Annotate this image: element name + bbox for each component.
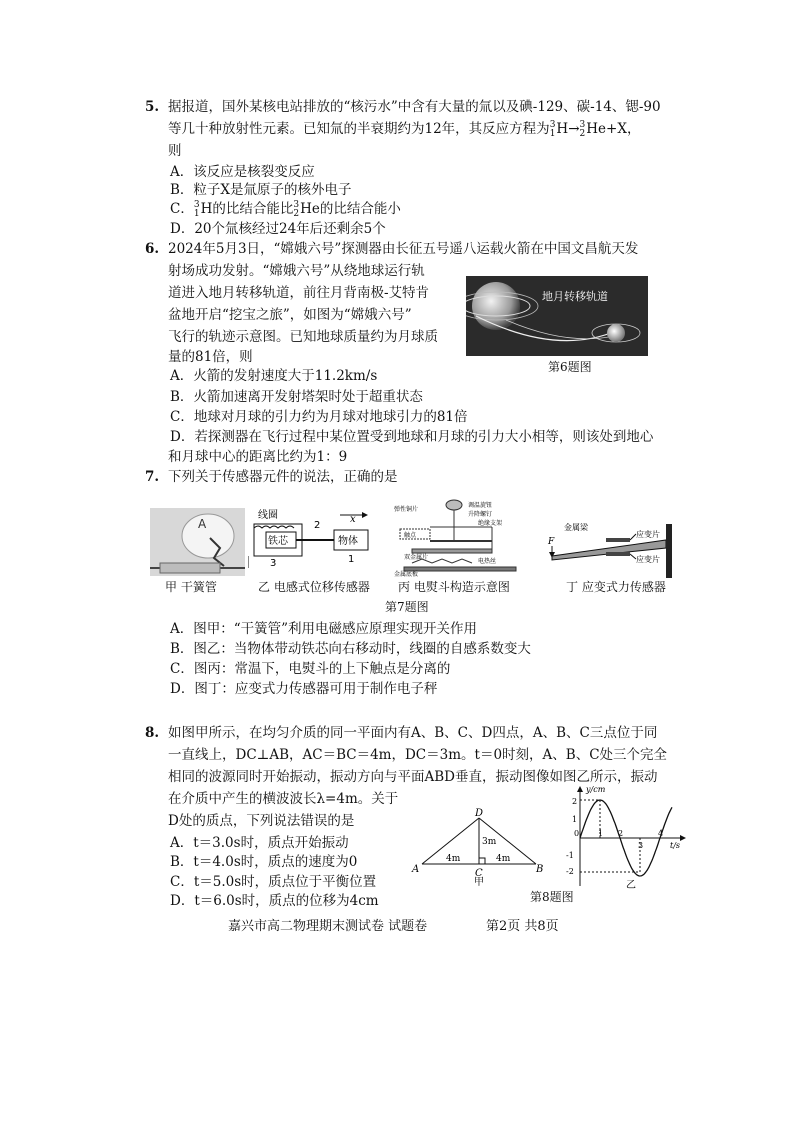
inductive-sensor-figure [248,506,373,574]
q5-number: 5. [145,99,160,115]
svg-text:2: 2 [572,797,578,806]
fig7-bing-caption: 丙 电熨斗构造示意图 [398,580,510,594]
svg-text:触点: 触点 [404,532,417,539]
q8-option-d: D．t＝6.0s时，质点的位移为4cm [170,893,379,909]
q7-option-c: C．图丙：常温下，电熨斗的上下触点是分离的 [170,661,451,677]
svg-text:4m: 4m [496,854,511,864]
q6-line4: 盆地开启“挖宝之旅”，如图为“嫦娥六号” [168,307,412,323]
q7-option-b: B．图乙：当物体带动铁芯向右移动时，线圈的自感系数变大 [170,641,531,657]
svg-text:4: 4 [658,829,664,838]
q6-option-c: C．地球对月球的引力约为月球对地球引力的81倍 [170,409,468,425]
q7-option-a: A．图甲：“干簧管”利用电磁感应原理实现开关作用 [170,621,478,637]
svg-text:A: A [198,517,207,531]
page-number: 第2页 共8页 [486,919,559,934]
moon-icon [607,324,625,342]
svg-text:甲: 甲 [474,877,484,886]
q6-number: 6. [145,241,160,257]
q8-option-b: B．t＝4.0s时，质点的速度为0 [170,854,358,870]
svg-text:铁芯: 铁芯 [268,536,288,547]
svg-text:1: 1 [572,815,578,824]
svg-text:3: 3 [638,841,644,850]
svg-text:调温旋钮: 调温旋钮 [468,502,493,509]
q5-option-b: B．粒子X是氚原子的核外电子 [170,182,352,198]
earth-moon-transfer-figure [466,276,648,356]
point-a: A [412,864,420,875]
q6-line5: 飞行的轨迹示意图。已知地球质量约为月球质 [168,329,438,345]
svg-text:2: 2 [618,829,624,838]
q5-option-a: A．该反应是核裂变反应 [170,164,315,180]
svg-text:绝缘支架: 绝缘支架 [478,520,503,527]
q6-line1: 2024年5月3日，“嫦娥六号”探测器由长征五号遥八运载火箭在中国文昌航天发 [168,241,639,257]
q8-line1: 如图甲所示，在均匀介质的同一平面内有A、B、C、D四点，A、B、C三点位于同 [168,725,658,741]
q5-option-c: C．3 1H的比结合能比3 2He的比结合能小 [170,199,401,219]
svg-text:1: 1 [598,829,604,838]
svg-text:双金属片: 双金属片 [404,554,429,561]
svg-text:金属底板: 金属底板 [394,571,419,577]
svg-text:应变片: 应变片 [636,530,660,539]
q8-option-a: A．t＝3.0s时，质点开始振动 [170,835,349,851]
svg-text:3m: 3m [482,837,497,847]
fig7-jia-caption: 甲 干簧管 [165,580,217,594]
q6-line6: 量的81倍，则 [168,349,253,365]
footer-title: 嘉兴市高二物理期末测试卷 试题卷 [228,919,428,934]
q5-line2: 等几十种放射性元素。已知氚的半衰期约为12年，其反应方程为3 1H→3 2He+X， [168,119,641,139]
reed-switch-figure [150,508,245,576]
svg-text:t/s: t/s [670,841,681,850]
q6-option-d-cont: 和月球中心的距离比约为1：9 [168,449,348,465]
q8-line4: 在介质中产生的横波波长λ=4m。关于 [168,791,399,807]
q5-line2-text: 等几十种放射性元素。已知氚的半衰期约为12年，其反应方程为 [168,121,550,137]
transfer-orbit-label: 地月转移轨道 [542,290,608,303]
point-c: C [475,868,483,879]
q8-line5: D处的质点，下列说法错误的是 [168,813,355,829]
svg-text:电热丝: 电热丝 [478,558,497,565]
vibration-graph [566,782,686,890]
svg-text:-1: -1 [566,851,574,860]
svg-text:F: F [548,537,555,547]
svg-text:弹性铜片: 弹性铜片 [394,506,419,513]
svg-text:y/cm: y/cm [586,785,606,794]
q5-line1: 据报道，国外某核电站排放的“核污水”中含有大量的氚以及碘-129、碳-14、锶-90 [168,99,661,115]
q6-line3: 道进入地月转移轨道，前往月背南极-艾特肯 [168,285,430,301]
triangle-figure [408,808,548,886]
q6-option-d: D．若探测器在飞行过程中某位置受到地球和月球的引力大小相等，则该处到地心 [170,429,654,445]
fig7-ding-caption: 丁 应变式力传感器 [566,580,666,594]
q5-option-d: D．20个氚核经过24年后还剩余5个 [170,221,386,237]
q6-option-b: B．火箭加速离开发射塔架时处于超重状态 [170,389,423,405]
svg-text:x: x [350,514,356,525]
fig6-caption: 第6题图 [548,360,592,374]
he-nuclide: 3 2 [579,119,586,139]
fig8-caption: 第8题图 [530,890,574,904]
q7-number: 7. [145,469,160,485]
svg-text:升降螺钉: 升降螺钉 [468,511,493,518]
q6-line2: 射场成功发射。“嫦娥六号”从绕地球运行轨 [168,263,425,279]
svg-text:0: 0 [574,829,580,838]
strain-gauge-figure [546,520,681,580]
q8-line3: 相同的波源同时开始振动，振动方向与平面ABD垂直，振动图像如图乙所示，振动 [168,769,658,785]
fig7-yi-caption: 乙 电感式位移传感器 [258,580,370,594]
electric-iron-figure [392,497,527,577]
h-nuclide: 3 1 [549,119,556,139]
svg-text:3: 3 [270,558,277,569]
svg-text:物体: 物体 [338,536,358,547]
svg-text:1: 1 [348,554,355,565]
svg-text:金属梁: 金属梁 [564,523,588,532]
fig7-caption: 第7题图 [385,600,429,614]
q5-line3: 则 [168,143,182,159]
svg-text:乙: 乙 [626,880,636,890]
q8-option-c: C．t＝5.0s时，质点位于平衡位置 [170,874,377,890]
svg-text:2: 2 [314,520,321,531]
svg-text:-2: -2 [566,867,574,876]
q7-line1: 下列关于传感器元件的说法，正确的是 [168,469,398,485]
point-d: D [475,808,484,819]
svg-text:4m: 4m [446,854,461,864]
q6-option-a: A．火箭的发射速度大于11.2km/s [170,368,378,384]
q8-line2: 一直线上，DC⊥AB，AC＝BC＝4m，DC＝3m。t＝0时刻，A、B、C处三个完全 [168,747,668,763]
svg-text:线圈: 线圈 [258,510,278,521]
point-b: B [536,864,544,875]
svg-text:应变片: 应变片 [636,555,660,564]
q7-option-d: D．图丁：应变式力传感器可用于制作电子秤 [170,681,438,697]
q8-number: 8. [145,725,160,741]
